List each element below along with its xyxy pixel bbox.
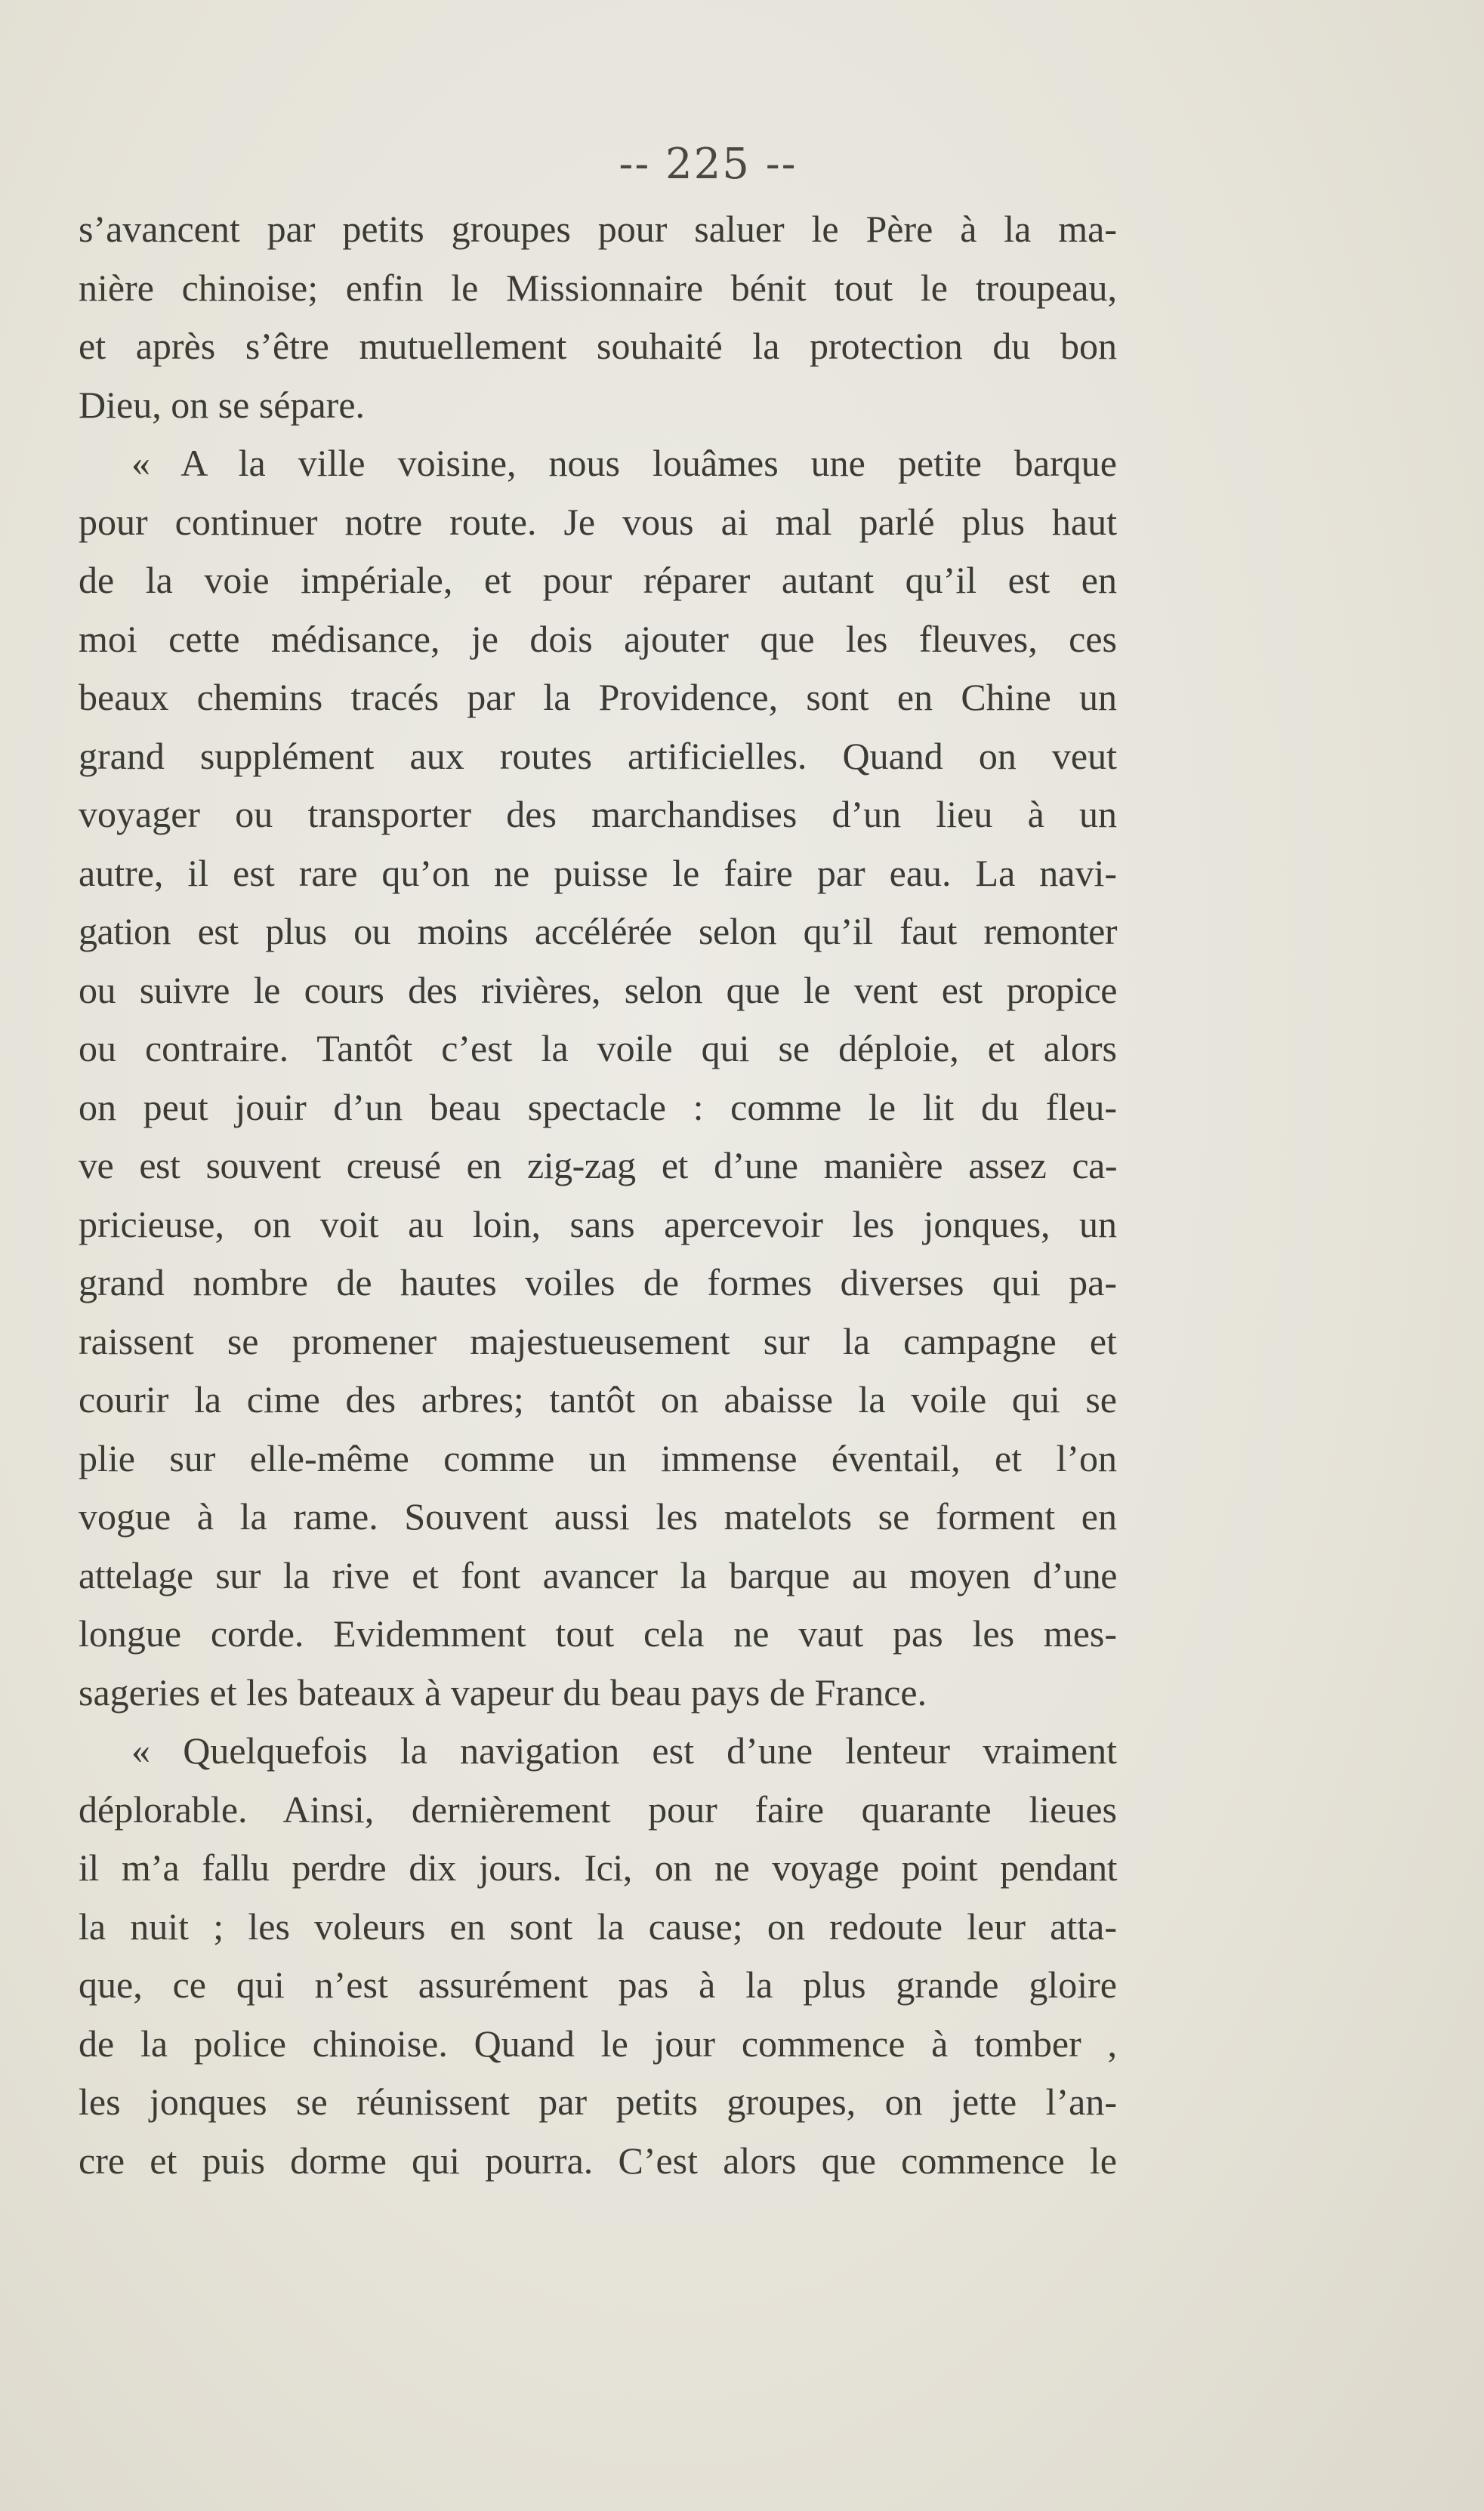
text-line: courir la cime des arbres; tantôt on abaisse la voile qui se	[79, 1378, 1117, 1421]
text-line: et après s’être mutuellement souhaité la protection du bon	[79, 325, 1117, 367]
text-line: s’avancent par petits groupes pour saluer le Père à la ma-	[79, 208, 1117, 250]
paragraph-3	[79, 1722, 1117, 2190]
text-line: que, ce qui n’est assurément pas à la plus grande gloire	[79, 1963, 1117, 2006]
text-line: pricieuse, on voit au loin, sans apercevoir les jonques, un	[79, 1202, 1117, 1245]
text-line: de la voie impériale, et pour réparer autant qu’il est en	[79, 559, 1117, 601]
text-line: il m’a fallu perdre dix jours. Ici, on ne voyage point pendant	[79, 1846, 1117, 1889]
body-text	[79, 200, 1117, 2190]
text-line: on peut jouir d’un beau spectacle : comme le lit du fleu-	[79, 1085, 1117, 1128]
text-line: de la police chinoise. Quand le jour commence à tomber ,	[79, 2022, 1117, 2065]
text-line: Dieu, on se sépare.	[79, 383, 366, 426]
text-line: grand nombre de hautes voiles de formes diverses qui pa-	[79, 1261, 1117, 1303]
text-line: ou contraire. Tantôt c’est la voile qui se déploie, et alors	[79, 1027, 1117, 1069]
text-line: sageries et les bateaux à vapeur du beau pays de France.	[79, 1670, 927, 1714]
text-line: déplorable. Ainsi, dernièrement pour faire quarante lieues	[79, 1788, 1117, 1831]
text-line: beaux chemins tracés par la Providence, sont en Chine un	[79, 676, 1117, 718]
paragraph-2	[79, 434, 1117, 1722]
text-line: autre, il est rare qu’on ne puisse le faire par eau. La navi-	[79, 851, 1117, 894]
text-line: raissent se promener majestueusement sur la campagne et	[79, 1319, 1117, 1362]
text-line: « Quelquefois la navigation est d’une lenteur vraiment	[131, 1729, 1117, 1772]
page-number: -- 225 --	[619, 140, 798, 189]
text-line: cre et puis dorme qui pourra. C’est alors que commence le	[79, 2139, 1117, 2182]
text-line: moi cette médisance, je dois ajouter que les fleuves, ces	[79, 617, 1117, 660]
text-line: « A la ville voisine, nous louâmes une petite barque	[131, 442, 1117, 484]
text-line: les jonques se réunissent par petits groupes, on jette l’an-	[79, 2081, 1117, 2123]
text-line: vogue à la rame. Souvent aussi les matelots se forment en	[79, 1495, 1117, 1538]
text-line: nière chinoise; enfin le Missionnaire bénit tout le troupeau,	[79, 266, 1117, 309]
text-line: gation est plus ou moins accélérée selon qu’il faut remonter	[79, 910, 1117, 952]
text-line: pour continuer notre route. Je vous ai mal parlé plus haut	[79, 500, 1117, 543]
text-line: attelage sur la rive et font avancer la barque au moyen d’une	[79, 1553, 1117, 1596]
text-line: la nuit ; les voleurs en sont la cause; on redoute leur atta-	[79, 1905, 1117, 1948]
text-line: ve est souvent creusé en zig-zag et d’une manière assez ca-	[79, 1144, 1117, 1186]
text-line: ou suivre le cours des rivières, selon que le vent est propice	[79, 968, 1117, 1011]
paragraph-1	[79, 200, 1117, 434]
text-line: longue corde. Evidemment tout cela ne vaut pas les mes-	[79, 1612, 1117, 1655]
text-line: grand supplément aux routes artificielles. Quand on veut	[79, 734, 1117, 777]
text-line: voyager ou transporter des marchandises d’un lieu à un	[79, 793, 1117, 835]
text-line: plie sur elle-même comme un immense éventail, et l’on	[79, 1436, 1117, 1479]
